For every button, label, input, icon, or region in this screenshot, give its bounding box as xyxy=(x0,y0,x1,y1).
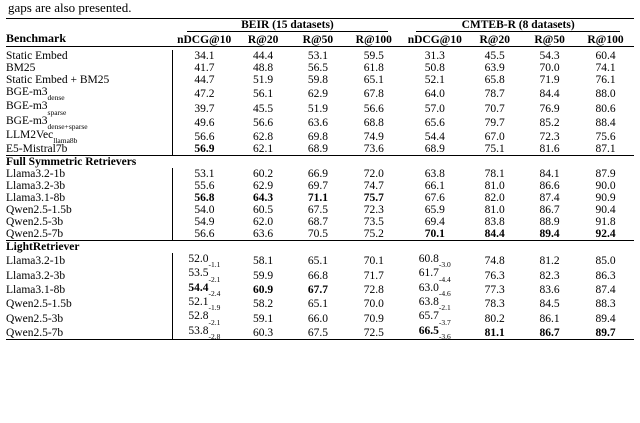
cell-value: 65.1 xyxy=(363,74,384,86)
cell-value: 88.9 xyxy=(539,216,560,229)
cell-value: 75.7 xyxy=(363,192,384,205)
header-benchmark: Benchmark xyxy=(6,19,173,47)
cell-value: $60.8_{-3.0}$ xyxy=(418,253,451,270)
table-row xyxy=(6,180,634,192)
cell-value: 59.8 xyxy=(307,74,328,86)
header-metric-0-2: R@50 xyxy=(302,34,334,46)
cell-value: 77.3 xyxy=(484,284,505,297)
row-label: BM25 xyxy=(6,62,36,74)
cell-value: 70.1 xyxy=(424,228,445,241)
row-label: Qwen2.5-1.5b xyxy=(6,298,72,311)
table-row xyxy=(6,267,634,281)
cell-value: 45.5 xyxy=(484,50,505,62)
row-label: Llama3.2-1b xyxy=(6,255,66,268)
cell-value: 65.1 xyxy=(307,255,328,268)
header-metric-1-3: R@100 xyxy=(587,34,624,46)
cell-value: $54.4_{-2.4}$ xyxy=(173,282,236,296)
cell-value: 63.9 xyxy=(484,62,505,74)
cell-value: 31.3 xyxy=(424,50,445,62)
cell-value: 66.8 xyxy=(307,269,328,282)
cell-value: 75.2 xyxy=(363,228,384,241)
cell-value: 65.1 xyxy=(307,298,328,311)
cell-value: 60.3 xyxy=(253,326,274,339)
cell-value: 74.9 xyxy=(363,131,384,144)
row-label: Qwen2.5-1.5b xyxy=(6,204,72,217)
cell-value: 89.4 xyxy=(539,228,560,241)
cell-value: 62.8 xyxy=(253,131,274,144)
row-label: Qwen2.5-3b xyxy=(6,216,64,229)
cell-value: 59.5 xyxy=(363,50,384,62)
cell-value: $63.8_{-2.1}$ xyxy=(418,296,451,313)
table-row xyxy=(6,192,634,204)
cell-value: 45.5 xyxy=(253,102,274,115)
cell-value: 89.7 xyxy=(595,326,616,339)
cell-value: 44.7 xyxy=(173,74,236,86)
cell-value: 86.3 xyxy=(595,269,616,282)
table-row xyxy=(6,50,634,62)
cell-value: 49.6 xyxy=(173,115,236,129)
cell-value: 87.9 xyxy=(595,168,616,181)
cell-value: 56.9 xyxy=(173,143,236,156)
cell-value: 71.9 xyxy=(539,74,560,86)
cell-value: $66.5_{-3.6}$ xyxy=(418,324,451,341)
row-label: Qwen2.5-3b xyxy=(6,312,64,325)
cell-value: 60.5 xyxy=(253,204,274,217)
row-label: Llama3.2-3b xyxy=(6,269,66,282)
cell-value: 39.7 xyxy=(173,100,236,114)
cell-value: 63.8 xyxy=(424,168,445,181)
cell-value: 61.8 xyxy=(363,62,384,74)
cell-value: 60.4 xyxy=(595,50,616,62)
cell-value: 34.1 xyxy=(173,50,236,62)
table-row xyxy=(6,325,634,340)
cell-value: 48.8 xyxy=(253,62,274,74)
cell-value: 73.5 xyxy=(363,216,384,229)
cell-value: 55.6 xyxy=(173,180,236,192)
cell-value: 54.9 xyxy=(173,216,236,228)
cell-value: 84.1 xyxy=(539,168,560,181)
cell-value: 85.2 xyxy=(539,116,560,129)
cell-value: 56.5 xyxy=(307,62,328,74)
cell-value: 51.9 xyxy=(253,74,274,86)
header-group-0: BEIR (15 datasets) xyxy=(173,19,403,32)
cell-value: 44.4 xyxy=(253,50,274,62)
cell-value: 54.3 xyxy=(539,50,560,62)
cell-value: 50.8 xyxy=(424,62,445,74)
cell-value: 62.0 xyxy=(253,216,274,229)
header-metric-1-1: R@20 xyxy=(479,34,510,46)
cell-value: 56.6 xyxy=(173,129,236,143)
table-row xyxy=(6,310,634,324)
cell-value: 56.8 xyxy=(173,192,236,204)
cell-value: 81.2 xyxy=(539,255,560,268)
results-table xyxy=(6,18,634,343)
cell-value: 60.9 xyxy=(253,284,274,297)
table-row xyxy=(6,115,634,129)
cell-value: 69.7 xyxy=(307,180,328,193)
cell-value: 71.7 xyxy=(363,269,384,282)
cell-value: 83.8 xyxy=(484,216,505,229)
cell-value: 70.0 xyxy=(363,298,384,311)
cell-value: 81.0 xyxy=(484,180,505,193)
table-row xyxy=(6,129,634,143)
row-label: BGE-$m3_{dense+sparse}$ xyxy=(6,114,88,131)
cell-value: 78.7 xyxy=(484,88,505,101)
row-label: E5-Mistral7b xyxy=(6,143,68,156)
row-label: Qwen2.5-7b xyxy=(6,228,64,241)
cell-value: 69.8 xyxy=(307,131,328,144)
header-metric-0-3: R@100 xyxy=(355,34,392,46)
table-row xyxy=(6,204,634,216)
table-bottom-rule xyxy=(6,339,634,343)
header-metric-1-0: nDCG@10 xyxy=(407,34,462,46)
cell-value: $53.5_{-2.1}$ xyxy=(173,267,236,281)
cell-value: 41.7 xyxy=(173,62,236,74)
cell-value: 72.5 xyxy=(363,326,384,339)
cell-value: 56.1 xyxy=(253,88,274,101)
table-row xyxy=(6,143,634,156)
cell-value: 84.4 xyxy=(539,88,560,101)
cell-value: 56.6 xyxy=(363,102,384,115)
cell-value: 67.5 xyxy=(307,204,328,217)
cell-value: 81.1 xyxy=(484,326,505,339)
table-header-groups xyxy=(6,19,634,32)
cell-value: 59.1 xyxy=(253,312,274,325)
cell-value: 74.7 xyxy=(363,180,384,193)
cell-value: 58.2 xyxy=(253,298,274,311)
cell-value: 88.4 xyxy=(595,116,616,129)
section-title: Full Symmetric Retrievers xyxy=(6,156,634,169)
cell-value: 67.5 xyxy=(307,326,328,339)
header-group-1: CMTEB-R (8 datasets) xyxy=(402,19,634,32)
cell-value: 65.8 xyxy=(484,74,505,86)
cell-value: 53.1 xyxy=(173,168,236,180)
cell-value: 70.5 xyxy=(307,228,328,241)
row-label: Static Embed xyxy=(6,50,68,62)
cell-value: 81.6 xyxy=(539,143,560,156)
table-row xyxy=(6,216,634,228)
cell-value: 66.0 xyxy=(307,312,328,325)
cell-value: 67.7 xyxy=(307,284,328,297)
section-header-1 xyxy=(6,156,634,169)
table-row xyxy=(6,168,634,180)
cell-value: 72.8 xyxy=(363,284,384,297)
cell-value: 90.4 xyxy=(595,204,616,217)
cell-value: $53.8_{-2.8}$ xyxy=(173,325,236,340)
row-label: Llama3.2-1b xyxy=(6,168,66,181)
cell-value: $52.1_{-1.9}$ xyxy=(173,296,236,310)
cell-value: 68.9 xyxy=(307,143,328,156)
cell-value: 88.3 xyxy=(595,298,616,311)
cell-value: $65.7_{-3.7}$ xyxy=(418,310,451,327)
cell-value: 65.9 xyxy=(424,204,445,217)
section-header-2 xyxy=(6,241,634,254)
cell-value: 82.0 xyxy=(484,192,505,205)
table-row xyxy=(6,86,634,100)
prose-line: gaps are also presented. xyxy=(8,0,132,15)
table-row xyxy=(6,296,634,310)
table-row xyxy=(6,282,634,296)
cell-value: 62.1 xyxy=(253,143,274,156)
header-metric-1-2: R@50 xyxy=(534,34,565,46)
table-row xyxy=(6,74,634,86)
cell-value: 68.8 xyxy=(363,116,384,129)
row-label: Llama3.2-3b xyxy=(6,180,66,193)
row-label: Llama3.1-8b xyxy=(6,284,66,297)
table-row xyxy=(6,228,634,241)
cell-value: 62.9 xyxy=(307,88,328,101)
cell-value: 65.6 xyxy=(424,116,445,129)
row-label: Llama3.1-8b xyxy=(6,192,66,205)
cell-value: 83.6 xyxy=(539,284,560,297)
cell-value: 70.0 xyxy=(539,62,560,74)
cell-value: 64.0 xyxy=(424,88,445,101)
cell-value: 78.1 xyxy=(484,168,505,181)
bottom-rule-cell xyxy=(6,339,634,343)
cell-value: 89.4 xyxy=(595,312,616,325)
cell-value: 72.0 xyxy=(363,168,384,181)
cell-value: 66.1 xyxy=(424,180,445,193)
cell-value: 86.6 xyxy=(539,180,560,193)
cell-value: 85.0 xyxy=(595,255,616,268)
cell-value: 67.6 xyxy=(424,192,445,205)
cell-value: 60.2 xyxy=(253,168,274,181)
cell-value: 67.8 xyxy=(363,88,384,101)
cell-value: 56.6 xyxy=(173,228,236,241)
section-title: LightRetriever xyxy=(6,241,634,254)
cell-value: 78.3 xyxy=(484,298,505,311)
cell-value: 87.1 xyxy=(595,143,616,156)
header-metric-0-0: nDCG@10 xyxy=(177,34,232,46)
cell-value: 51.9 xyxy=(307,102,328,115)
cell-value: 88.0 xyxy=(595,88,616,101)
cell-value: 56.6 xyxy=(253,116,274,129)
cell-value: 91.8 xyxy=(595,216,616,229)
cell-value: 72.3 xyxy=(539,131,560,144)
cell-value: 54.4 xyxy=(424,131,445,144)
cell-value: 74.1 xyxy=(595,62,616,74)
cell-value: 86.1 xyxy=(539,312,560,325)
cell-value: 70.9 xyxy=(363,312,384,325)
row-label: BGE-$m3_{dense}$ xyxy=(6,86,65,103)
cell-value: 68.7 xyxy=(307,216,328,229)
cell-value: 52.1 xyxy=(424,74,445,86)
cell-value: 90.9 xyxy=(595,192,616,205)
cell-value: 90.0 xyxy=(595,180,616,193)
cell-value: 75.1 xyxy=(484,143,505,156)
cell-value: 59.9 xyxy=(253,269,274,282)
row-label: BGE-$m3_{sparse}$ xyxy=(6,100,67,117)
table-row xyxy=(6,253,634,267)
cell-value: 84.5 xyxy=(539,298,560,311)
cell-value: 72.3 xyxy=(363,204,384,217)
cell-value: 92.4 xyxy=(595,228,616,241)
header-metric-0-1: R@20 xyxy=(247,34,279,46)
cell-value: 64.3 xyxy=(253,192,274,205)
table-row xyxy=(6,62,634,74)
cell-value: $52.8_{-2.1}$ xyxy=(173,310,236,324)
cell-value: 69.4 xyxy=(424,216,445,229)
cell-value: 76.9 xyxy=(539,102,560,115)
cell-value: 76.1 xyxy=(595,74,616,86)
row-label: Qwen2.5-7b xyxy=(6,326,64,339)
cell-value: $52.0_{-1.1}$ xyxy=(173,253,236,267)
cell-value: 54.0 xyxy=(173,204,236,216)
cell-value: 80.2 xyxy=(484,312,505,325)
cell-value: 63.6 xyxy=(307,116,328,129)
cell-value: 74.8 xyxy=(484,255,505,268)
cell-value: 70.1 xyxy=(363,255,384,268)
cell-value: 86.7 xyxy=(539,326,560,339)
cell-value: 87.4 xyxy=(595,284,616,297)
cell-value: 57.0 xyxy=(424,102,445,115)
cell-value: 75.6 xyxy=(595,131,616,144)
cell-value: 73.6 xyxy=(363,143,384,156)
cell-value: 87.4 xyxy=(539,192,560,205)
cell-value: 86.7 xyxy=(539,204,560,217)
cell-value: 47.2 xyxy=(173,86,236,100)
row-label: LLM2Vec$_{llama8b}$ xyxy=(6,128,78,146)
table-row xyxy=(6,100,634,114)
cell-value: 67.0 xyxy=(484,131,505,144)
table-body xyxy=(6,19,634,343)
cell-value: 68.9 xyxy=(424,143,445,156)
cell-value: $61.7_{-4.4}$ xyxy=(418,267,451,284)
row-label: Static Embed + BM25 xyxy=(6,74,110,86)
cell-value: 82.3 xyxy=(539,269,560,282)
cell-value: 62.9 xyxy=(253,180,274,193)
cell-value: $63.0_{-4.6}$ xyxy=(418,281,451,299)
cell-value: 63.6 xyxy=(253,228,274,241)
cell-value: 71.1 xyxy=(307,192,328,205)
cell-value: 80.6 xyxy=(595,102,616,115)
cell-value: 79.7 xyxy=(484,116,505,129)
cell-value: 58.1 xyxy=(253,255,274,268)
cell-value: 66.9 xyxy=(307,168,328,181)
cell-value: 53.1 xyxy=(307,50,328,62)
cell-value: 76.3 xyxy=(484,269,505,282)
cell-value: 84.4 xyxy=(484,228,505,241)
cell-value: 70.7 xyxy=(484,102,505,115)
cell-value: 81.0 xyxy=(484,204,505,217)
